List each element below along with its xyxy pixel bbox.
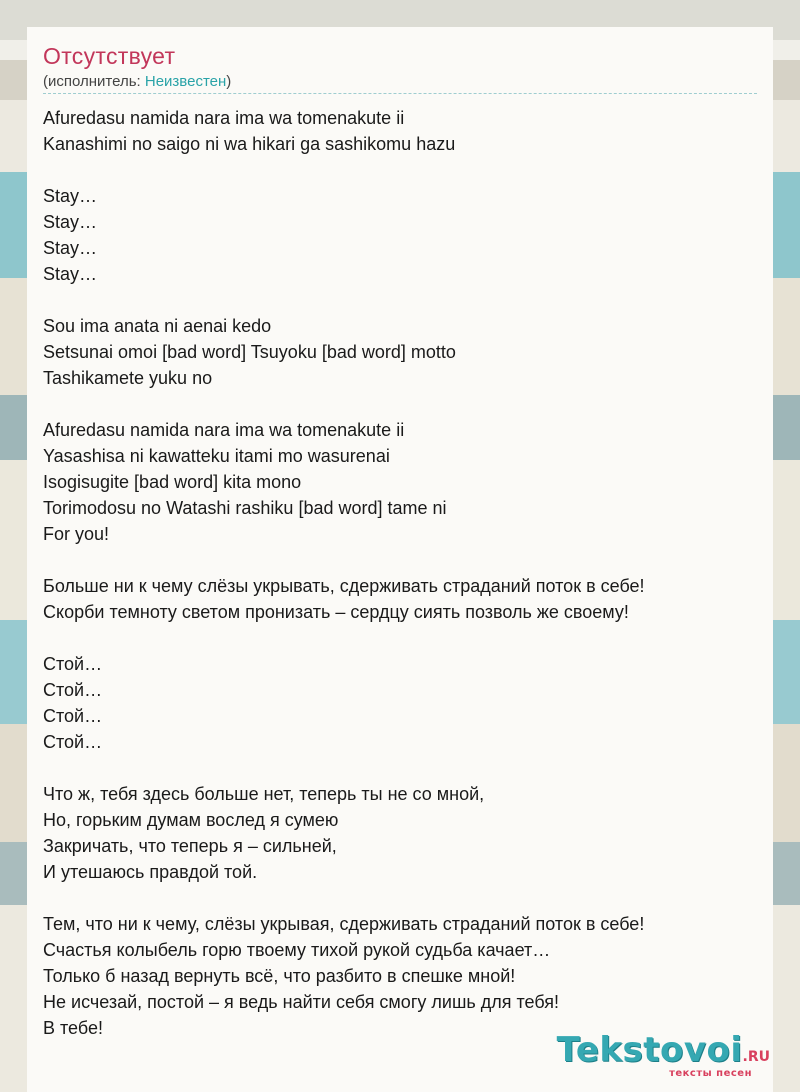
stanza-break — [43, 287, 757, 313]
lyric-line: Больше ни к чему слёзы укрывать, сдерживать страданий поток в себе! — [43, 576, 645, 596]
lyric-line: Afuredasu namida nara ima wa tomenakute ii — [43, 108, 405, 128]
logo-tld: .RU — [742, 1049, 770, 1065]
artist-suffix: ) — [226, 73, 232, 90]
lyric-line: Afuredasu namida nara ima wa tomenakute ii — [43, 420, 405, 440]
artist-prefix: (исполнитель: — [43, 73, 145, 90]
logo-name: Tekstovoi — [556, 1030, 743, 1070]
logo-tagline: тексты песен — [669, 1068, 752, 1079]
lyric-line: Тем, что ни к чему, слёзы укрывая, сдерживать страданий поток в себе! — [43, 914, 645, 934]
song-title: Отсутствует — [43, 43, 176, 69]
lyric-line: Tashikamete yuku no — [43, 368, 213, 388]
lyric-line: For you! — [43, 524, 110, 544]
lyric-line: Не исчезай, постой – я ведь найти себя смогу лишь для тебя! — [43, 992, 560, 1012]
stanza-break — [43, 625, 757, 651]
stanza-break — [43, 157, 757, 183]
lyric-line: Что ж, тебя здесь больше нет, теперь ты не со мной, — [43, 784, 485, 804]
site-logo[interactable] — [556, 1030, 770, 1079]
lyric-line: Stay… — [43, 238, 98, 258]
lyric-line: Sou ima anata ni aenai kedo — [43, 316, 272, 336]
lyrics-card — [27, 27, 773, 1092]
stanza-break — [43, 755, 757, 781]
stanza-break — [43, 885, 757, 911]
lyric-line: Стой… — [43, 680, 103, 700]
artist-line — [43, 73, 231, 90]
lyric-line: Но, горьким думам вослед я сумею — [43, 810, 339, 830]
stanza-break — [43, 547, 757, 573]
lyric-line: Torimodosu no Watashi rashiku [bad word] tame ni — [43, 498, 447, 518]
lyric-line: И утешаюсь правдой той. — [43, 862, 258, 882]
lyric-line: Setsunai omoi [bad word] Tsuyoku [bad word] motto — [43, 342, 456, 362]
lyric-line: Стой… — [43, 654, 103, 674]
lyric-line: Стой… — [43, 732, 103, 752]
lyric-line: Скорби темноту светом пронизать – сердцу сиять позволь же своему! — [43, 602, 629, 622]
lyric-line: Stay… — [43, 264, 98, 284]
lyric-line: Isogisugite [bad word] kita mono — [43, 472, 302, 492]
lyric-line: Yasashisa ni kawatteku itami mo wasurenai — [43, 446, 390, 466]
lyric-line: Только б назад вернуть всё, что разбито в спешке мной! — [43, 966, 516, 986]
lyric-line: Kanashimi no saigo ni wa hikari ga sashikomu hazu — [43, 134, 456, 154]
stanza-break — [43, 391, 757, 417]
lyrics-body — [43, 105, 757, 1041]
lyric-line: Stay… — [43, 212, 98, 232]
lyric-line: Stay… — [43, 186, 98, 206]
artist-link[interactable]: Неизвестен — [144, 73, 227, 90]
lyric-line: Стой… — [43, 706, 103, 726]
header-divider — [43, 93, 757, 94]
lyric-line: Закричать, что теперь я – сильней, — [43, 836, 337, 856]
lyric-line: Счастья колыбель горю твоему тихой рукой судьба качает… — [43, 940, 551, 960]
lyric-line: В тебе! — [43, 1018, 103, 1038]
